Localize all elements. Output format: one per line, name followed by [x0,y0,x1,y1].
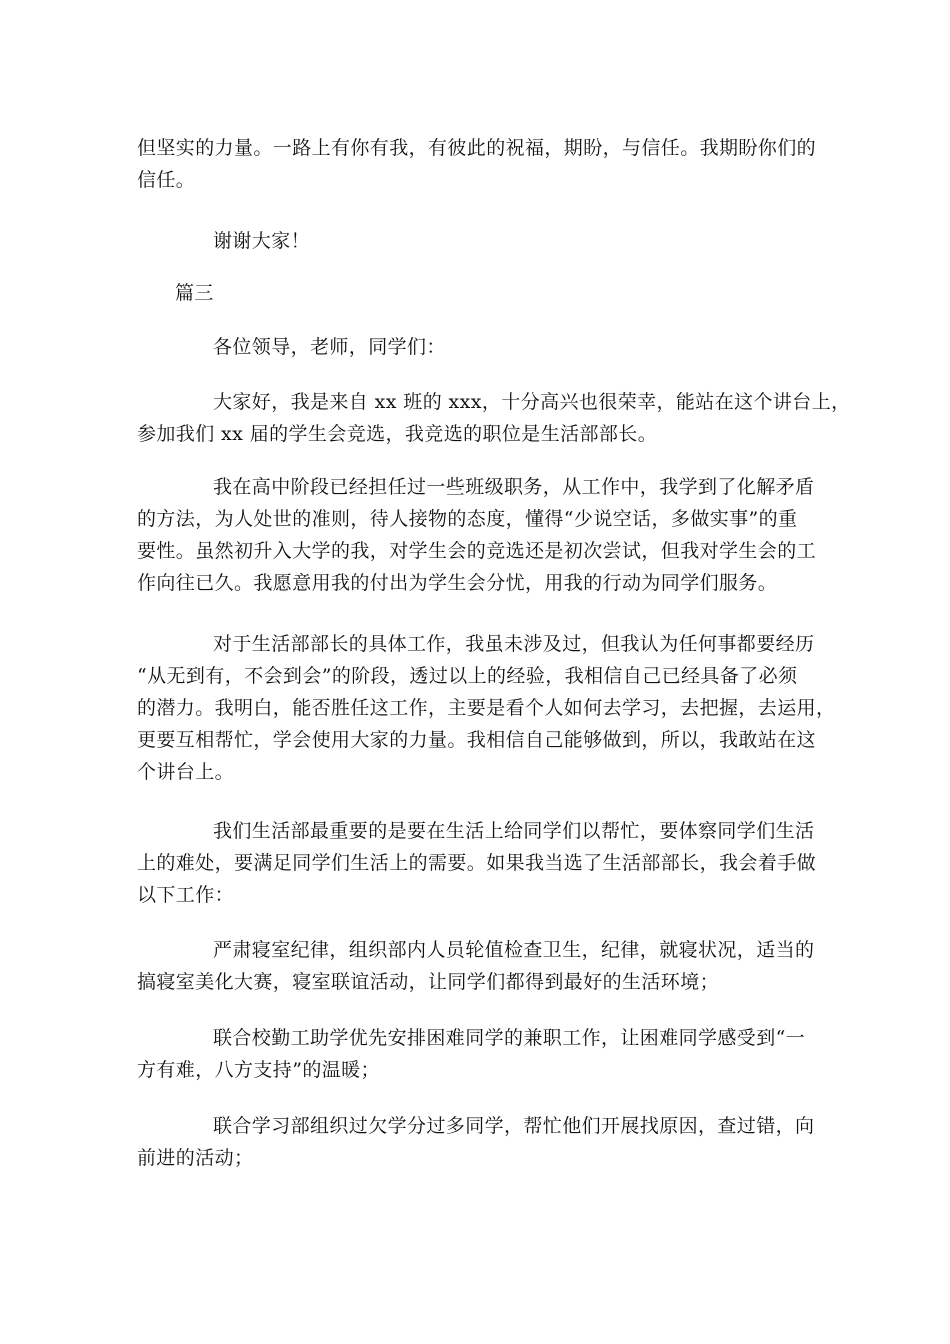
text-line: 以下工作： [137,884,235,906]
text-line: 作向往已久。我愿意用我的付出为学生会分忧，用我的行动为同学们服务。 [137,572,778,594]
section-heading [137,277,817,309]
text-line: 联合学习部组织过欠学分过多同学，帮忙他们开展找原因，查过错，向 [213,1115,815,1137]
paragraph-plan-intro [137,815,817,911]
text-line: 方有难，八方支持”的温暖； [137,1059,380,1081]
text-line: 但坚实的力量。一路上有你有我，有彼此的祝福，期盼，与信任。我期盼你们的 [137,137,817,159]
text-line: 的潜力。我明白，能否胜任这工作，主要是看个人如何去学习，去把握，去运用， [137,697,836,719]
paragraph-role-understanding [137,628,836,788]
paragraph-introduction [137,386,851,450]
paragraph-plan-dormitory [137,934,817,998]
text-line: 大家好，我是来自 xx 班的 xxx，十分高兴也很荣幸，能站在这个讲台上， [213,391,851,413]
text-line: 要性。虽然初升入大学的我，对学生会的竞选还是初次尝试，但我对学生会的工 [137,540,817,562]
text-line: “从无到有，不会到会”的阶段，透过以上的经验，我相信自己已经具备了必须 [137,665,798,687]
text-line: 上的难处，要满足同学们生活上的需要。如果我当选了生活部部长，我会着手做 [137,852,817,874]
paragraph-experience [137,471,817,599]
paragraph-plan-study-support [137,1110,817,1174]
text-line: 的方法，为人处世的准则，待人接物的态度，懂得“少说空话，多做实事”的重 [137,508,798,530]
text-line: 我在高中阶段已经担任过一些班级职务，从工作中，我学到了化解矛盾 [213,476,815,498]
text-line: 各位领导，老师，同学们： [213,336,446,358]
paragraph-plan-work-study [137,1022,817,1086]
text-line: 前进的活动； [137,1147,254,1169]
text-line: 联合校勤工助学优先安排困难同学的兼职工作，让困难同学感受到“一 [213,1027,806,1049]
text-line: 谢谢大家！ [213,230,311,252]
paragraph-thanks [137,225,817,257]
text-line: 信任。 [137,169,196,191]
text-line: 严肃寝室纪律，组织部内人员轮值检查卫生，纪律，就寝状况，适当的 [213,939,815,961]
paragraph-closing-continuation [137,132,817,196]
text-line: 对于生活部部长的具体工作，我虽未涉及过，但我认为任何事都要经历 [213,633,815,655]
text-line: 更要互相帮忙，学会使用大家的力量。我相信自己能够做到，所以，我敢站在这 [137,729,817,751]
text-line: 搞寝室美化大赛，寝室联谊活动，让同学们都得到最好的生活环境； [137,971,720,993]
text-line: 个讲台上。 [137,761,235,783]
text-line: 篇三 [175,282,214,304]
text-line: 我们生活部最重要的是要在生活上给同学们以帮忙，要体察同学们生活 [213,820,815,842]
text-line: 参加我们 xx 届的学生会竞选，我竞选的职位是生活部部长。 [137,423,658,445]
paragraph-salutation [137,331,817,363]
